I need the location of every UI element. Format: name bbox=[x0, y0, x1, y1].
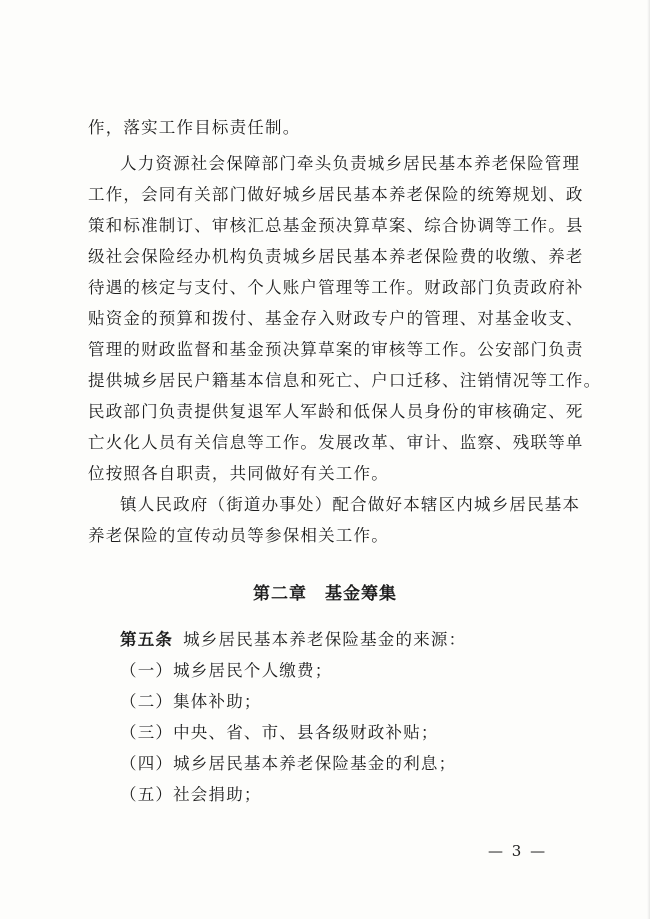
paragraph-2-line-6: 贴资金的预算和拨付、基金存入财政专户的管理、对基金收支、 bbox=[88, 309, 584, 328]
article-5-item-3: （三）中央、省、市、县各级财政补贴； bbox=[120, 723, 439, 742]
paragraph-2-line-2: 工作，会同有关部门做好城乡居民基本养老保险的统筹规划、政 bbox=[88, 185, 584, 204]
page-number: — 3 — bbox=[488, 842, 548, 860]
paragraph-3-line-2: 养老保险的宣传动员等参保相关工作。 bbox=[88, 526, 389, 545]
paragraph-2-line-8: 提供城乡居民户籍基本信息和死亡、户口迁移、注销情况等工作。 bbox=[88, 371, 602, 390]
article-5-item-5: （五）社会捐助； bbox=[120, 785, 262, 804]
paragraph-2-line-4: 级社会保险经办机构负责城乡居民基本养老保险费的收缴、养老 bbox=[88, 247, 584, 266]
article-5-label: 第五条 bbox=[120, 630, 174, 649]
article-5-text: 城乡居民基本养老保险基金的来源： bbox=[183, 630, 467, 649]
paragraph-2-line-7: 管理的财政监督和基金预决算草案的审核等工作。公安部门负责 bbox=[88, 340, 584, 359]
article-5-header bbox=[120, 630, 466, 650]
article-5-item-1: （一）城乡居民个人缴费； bbox=[120, 661, 333, 680]
paragraph-2-line-3: 策和标准制订、审核汇总基金预决算草案、综合协调等工作。县 bbox=[88, 216, 584, 235]
paragraph-2-line-1: 人力资源社会保障部门牵头负责城乡居民基本养老保险管理 bbox=[120, 154, 581, 173]
paragraph-2-line-9: 民政部门负责提供复退军人军龄和低保人员身份的审核确定、死 bbox=[88, 402, 584, 421]
paragraph-3-line-1: 镇人民政府（街道办事处）配合做好本辖区内城乡居民基本 bbox=[120, 495, 581, 514]
chapter-heading: 第二章 基金筹集 bbox=[253, 584, 397, 604]
paragraph-2-line-11: 位按照各自职责，共同做好有关工作。 bbox=[88, 464, 389, 483]
article-5-item-4: （四）城乡居民基本养老保险基金的利息； bbox=[120, 754, 457, 773]
paragraph-2-line-10: 亡火化人员有关信息等工作。发展改革、审计、监察、残联等单 bbox=[88, 433, 584, 452]
article-5-item-2: （二）集体补助； bbox=[120, 692, 262, 711]
paragraph-2-line-5: 待遇的核定与支付、个人账户管理等工作。财政部门负责政府补 bbox=[88, 278, 584, 297]
paragraph-continuation: 作，落实工作目标责任制。 bbox=[88, 118, 301, 137]
